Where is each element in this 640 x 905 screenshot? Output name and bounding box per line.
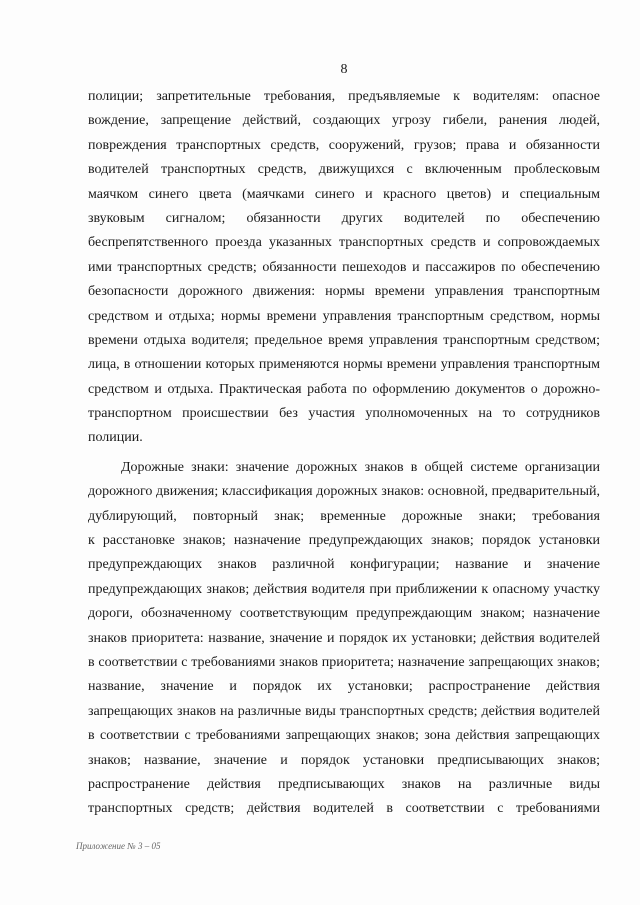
- text-line: дороги, обозначенному соответствующим предупреждающим знаком; назначение: [88, 606, 600, 622]
- text-line: в соответствии с требованиями запрещающих знаков; зона действия запрещающих: [88, 728, 600, 744]
- text-line: маячком синего цвета (маячками синего и красного цветов) и специальным: [88, 186, 600, 202]
- text-line: лица, в отношении которых применяются нормы времени управления транспортным: [88, 357, 600, 373]
- text-line: времени отдыха водителя; предельное время управления транспортным средством;: [88, 332, 600, 348]
- text-line: безопасности дорожного движения: нормы времени управления транспортным: [88, 284, 600, 300]
- text-line: предупреждающих знаков различной конфигурации; название и значение: [88, 557, 600, 573]
- text-line: вождение, запрещение действий, создающих угрозу гибели, ранения людей,: [88, 113, 600, 129]
- text-line: знаков приоритета: название, значение и порядок их установки; действия водителей: [88, 630, 600, 646]
- text-line: Дорожные знаки: значение дорожных знаков в общей системе организации: [121, 459, 600, 475]
- text-line: предупреждающих знаков; действия водителя при приближении к опасному участку: [88, 581, 600, 597]
- text-line: название, значение и порядок их установки; распространение действия: [88, 679, 600, 695]
- text-line: повреждения транспортных средств, сооружений, грузов; права и обязанности: [88, 137, 600, 153]
- text-line: распространение действия предписывающих знаков на различные виды: [88, 776, 600, 792]
- text-line: транспортном происшествии без участия уполномоченных на то сотрудников: [88, 406, 600, 422]
- text-line: средством и отдыха; нормы времени управления транспортным средством, нормы: [88, 308, 600, 324]
- text-line: ими транспортных средств; обязанности пешеходов и пассажиров по обеспечению: [88, 259, 600, 275]
- page-footer: Приложение № 3 – 05: [76, 841, 161, 851]
- document-body: [88, 85, 600, 822]
- text-line: к расстановке знаков; назначение предупреждающих знаков; порядок установки: [88, 533, 600, 549]
- text-line: транспортных средств; действия водителей в соответствии с требованиями: [88, 801, 600, 817]
- page-number: 8: [340, 62, 348, 77]
- text-line: средством и отдыха. Практическая работа по оформлению документов о дорожно-: [88, 381, 600, 397]
- text-line: водителей транспортных средств, движущихся с включенным проблесковым: [88, 162, 600, 178]
- text-line: дорожного движения; классификация дорожных знаков: основной, предварительный,: [88, 484, 600, 500]
- text-line: в соответствии с требованиями знаков приоритета; назначение запрещающих знаков;: [88, 654, 600, 670]
- text-line: дублирующий, повторный знак; временные дорожные знаки; требования: [88, 508, 600, 524]
- text-line: полиции; запретительные требования, предъявляемые к водителям: опасное: [88, 89, 600, 104]
- text-line: запрещающих знаков на различные виды транспортных средств; действия водителей: [88, 703, 600, 719]
- text-line: беспрепятственного проезда указанных транспортных средств и сопровождаемых: [88, 235, 600, 251]
- text-line: полиции.: [88, 430, 143, 446]
- text-line: знаков; название, значение и порядок установки предписывающих знаков;: [88, 752, 600, 768]
- text-line: звуковым сигналом; обязанности других водителей по обеспечению: [88, 210, 600, 226]
- paragraph: [88, 456, 600, 822]
- paragraph: [88, 85, 600, 451]
